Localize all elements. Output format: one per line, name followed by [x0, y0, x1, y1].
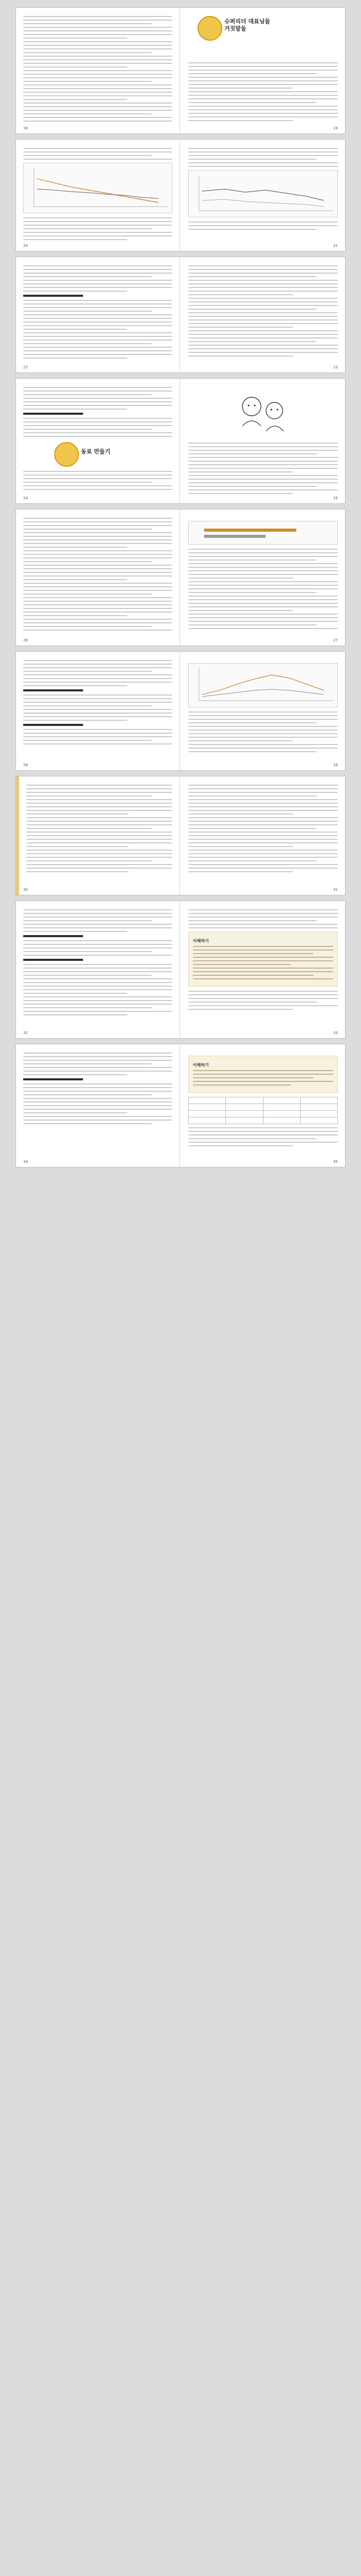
section-circle-icon: [54, 442, 79, 467]
chart-svg: [24, 163, 172, 213]
spread-4: [15, 378, 346, 504]
spread-3: [15, 257, 346, 373]
spread-5: [15, 509, 346, 646]
page-left: [16, 652, 180, 770]
box-title: 이해하기: [193, 1063, 209, 1067]
bar-figure: [188, 521, 338, 545]
chart-svg: [189, 664, 337, 707]
spread-8: [15, 901, 346, 1039]
info-box: [188, 931, 338, 987]
page-number: 19: [333, 126, 338, 130]
spread-6: [15, 651, 346, 771]
info-box: [188, 1056, 338, 1093]
area-chart-figure: [188, 170, 338, 217]
page-number: 18: [23, 126, 28, 130]
page-right: [181, 901, 345, 1038]
page-number: 24: [23, 496, 28, 500]
page-left: [16, 901, 180, 1038]
page-left: [16, 8, 180, 133]
line-chart-figure: [188, 663, 338, 707]
page-number: 21: [333, 244, 338, 248]
page-left: [16, 776, 180, 895]
spread-7: [15, 776, 346, 895]
chart-svg: [189, 171, 337, 217]
page-number: 26: [23, 638, 28, 642]
section-title: 슈퍼리더 대표님들 거짓말들: [224, 18, 270, 32]
chart-svg: [189, 521, 337, 544]
page-right: [181, 257, 345, 372]
page-number: 22: [23, 365, 28, 369]
section-title: 동료 만들기: [81, 448, 110, 455]
data-table: [188, 1097, 338, 1124]
page-number: 33: [333, 1031, 338, 1035]
page-number: 20: [23, 244, 28, 248]
page-left: [16, 257, 180, 372]
page-right: [181, 1044, 345, 1167]
page-number: 35: [333, 1160, 338, 1164]
page-right: [181, 379, 345, 503]
page-number: 23: [333, 365, 338, 369]
page-number: 30: [23, 888, 28, 892]
spread-9: [15, 1044, 346, 1167]
line-chart-figure: [23, 163, 172, 213]
cartoon-illustration: [232, 390, 294, 439]
page-number: 28: [23, 763, 28, 767]
page-left: [16, 140, 180, 251]
page-number: 32: [23, 1031, 28, 1035]
page-left: [16, 510, 180, 646]
box-title: 이해하기: [193, 939, 209, 943]
page-right: [181, 510, 345, 646]
spread-2: [15, 139, 346, 251]
page-number: 34: [23, 1160, 28, 1164]
page-right: [181, 8, 345, 133]
page-number: 25: [333, 496, 338, 500]
page-left: [16, 379, 180, 503]
page-right: [181, 776, 345, 895]
page-left: [16, 1044, 180, 1167]
cartoon-svg: [232, 390, 294, 439]
page-number: 29: [333, 763, 338, 767]
page-right: [181, 140, 345, 251]
section-circle-icon: [198, 16, 222, 41]
page-number: 31: [333, 888, 338, 892]
page-number: 27: [333, 638, 338, 642]
spread-1: [15, 7, 346, 134]
page-right: [181, 652, 345, 770]
